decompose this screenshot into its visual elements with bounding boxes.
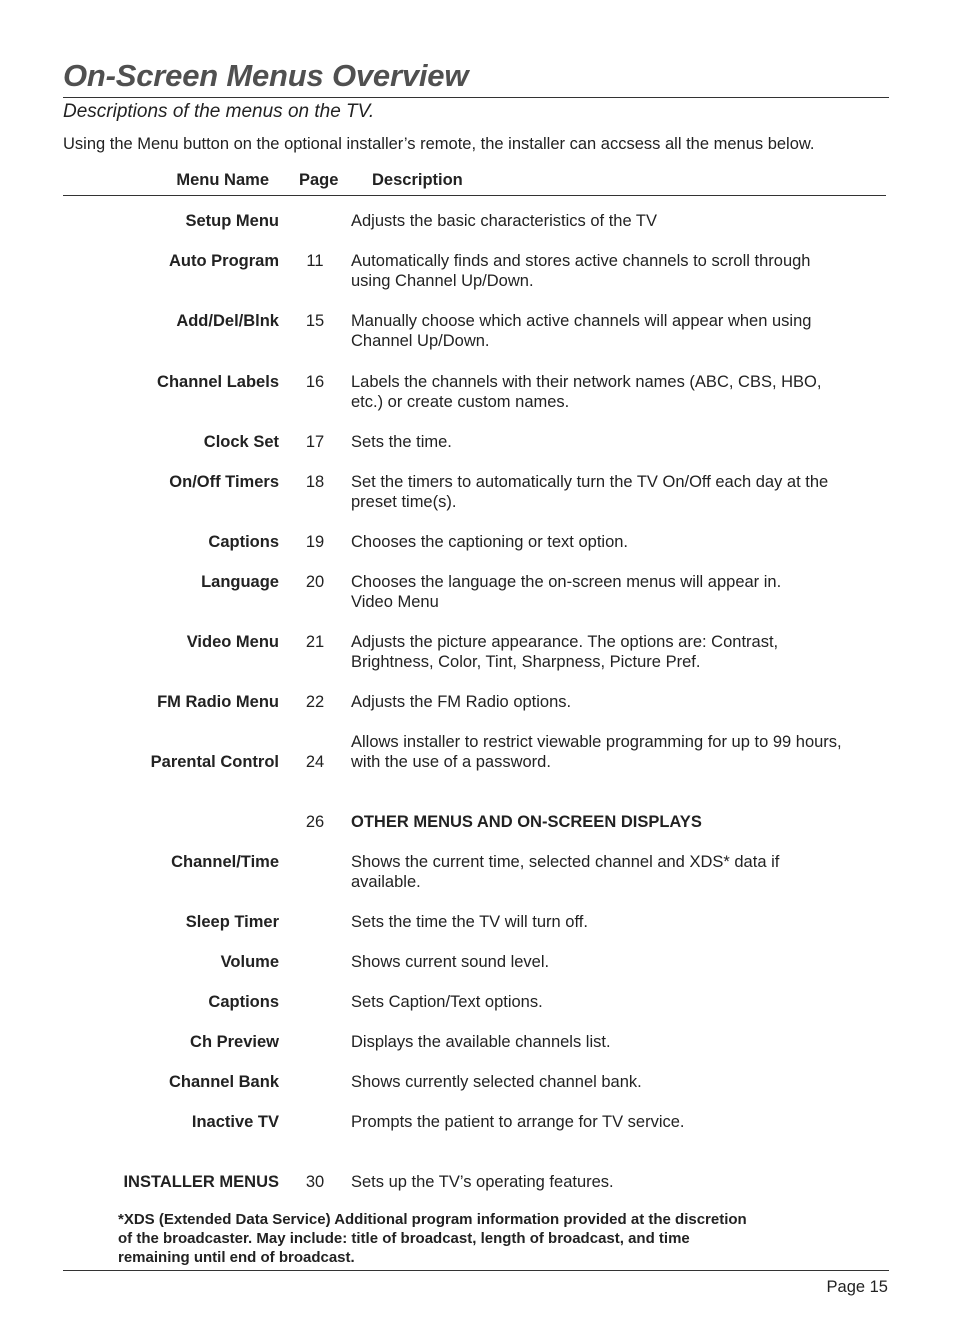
column-header-description: Description bbox=[372, 171, 463, 189]
description-cell: Allows installer to restrict viewable programming for up to 99 hours, with the use of a password. bbox=[351, 733, 842, 771]
page-cell: 18 bbox=[305, 473, 325, 491]
menu-name-cell: Setup Menu bbox=[185, 212, 279, 230]
menu-name-cell: Captions bbox=[208, 533, 279, 551]
page-title: On-Screen Menus Overview bbox=[63, 58, 469, 93]
menu-name-cell: Channel Bank bbox=[168, 1073, 279, 1091]
header-rule bbox=[63, 195, 886, 196]
menu-name-cell: Inactive TV bbox=[191, 1113, 279, 1131]
menu-name-cell: INSTALLER MENUS bbox=[123, 1173, 279, 1191]
description-cell: Labels the channels with their network names (ABC, CBS, HBO, etc.) or create custom names. bbox=[351, 373, 822, 411]
page-cell: 24 bbox=[305, 753, 325, 771]
description-cell: Manually choose which active channels will appear when using Channel Up/Down. bbox=[351, 312, 812, 350]
page-cell: 19 bbox=[305, 533, 325, 551]
page-cell: 20 bbox=[305, 573, 325, 591]
menu-name-cell: Add/Del/Blnk bbox=[176, 312, 279, 330]
page-number: Page 15 bbox=[826, 1278, 888, 1296]
menu-name-cell: Channel Labels bbox=[157, 373, 279, 391]
menu-name-cell: Language bbox=[201, 573, 279, 591]
menu-name-cell: Volume bbox=[220, 953, 279, 971]
page-cell: 17 bbox=[305, 433, 325, 451]
menu-name-cell: Parental Control bbox=[150, 753, 279, 771]
description-cell: Adjusts the picture appearance. The options are: Contrast, Brightness, Color, Tint, Sharpness, Picture Pref. bbox=[351, 633, 779, 671]
description-cell: Adjusts the basic characteristics of the TV bbox=[351, 212, 657, 230]
menu-name-cell: Auto Program bbox=[168, 252, 279, 270]
column-header-menu-name: Menu Name bbox=[176, 171, 269, 189]
column-header-page: Page bbox=[299, 171, 339, 189]
page-subtitle: Descriptions of the menus on the TV. bbox=[63, 101, 375, 122]
title-rule bbox=[63, 97, 889, 98]
intro-text: Using the Menu button on the optional installer’s remote, the installer can accsess all the menus below. bbox=[63, 135, 815, 153]
footnote-text: *XDS (Extended Data Service) Additional program information provided at the discretion of the broadcaster. May include: title of broadcast, length of broadcast, and time remaining until end of broadcast. bbox=[118, 1211, 747, 1266]
description-cell: Sets up the TV’s operating features. bbox=[351, 1173, 614, 1191]
description-cell: Chooses the language the on-screen menus will appear in. Video Menu bbox=[351, 573, 782, 611]
menu-name-cell: Channel/Time bbox=[171, 853, 279, 871]
page-cell: 26 bbox=[305, 813, 325, 831]
description-cell: Set the timers to automatically turn the TV On/Off each day at the preset time(s). bbox=[351, 473, 829, 511]
description-cell: Sets the time the TV will turn off. bbox=[351, 913, 588, 931]
description-cell: Shows current sound level. bbox=[351, 953, 550, 971]
menu-name-cell: Clock Set bbox=[203, 433, 279, 451]
menu-name-cell: Ch Preview bbox=[190, 1033, 279, 1051]
description-cell: OTHER MENUS AND ON-SCREEN DISPLAYS bbox=[351, 813, 702, 831]
page-cell: 30 bbox=[305, 1173, 325, 1191]
description-cell: Shows the current time, selected channel and XDS* data if available. bbox=[351, 853, 780, 891]
description-cell: Sets Caption/Text options. bbox=[351, 993, 543, 1011]
footnote bbox=[118, 1210, 838, 1267]
menu-name-cell: FM Radio Menu bbox=[157, 693, 279, 711]
description-cell: Displays the available channels list. bbox=[351, 1033, 611, 1051]
page-cell: 21 bbox=[305, 633, 325, 651]
description-cell: Shows currently selected channel bank. bbox=[351, 1073, 642, 1091]
menu-name-cell: Captions bbox=[208, 993, 279, 1011]
description-cell: Adjusts the FM Radio options. bbox=[351, 693, 572, 711]
description-cell: Prompts the patient to arrange for TV service. bbox=[351, 1113, 685, 1131]
description-cell: Automatically finds and stores active channels to scroll through using Channel Up/Down. bbox=[351, 252, 811, 290]
description-cell: Sets the time. bbox=[351, 433, 452, 451]
page-cell: 15 bbox=[305, 312, 325, 330]
description-cell: Chooses the captioning or text option. bbox=[351, 533, 629, 551]
footer-rule bbox=[63, 1270, 889, 1271]
menu-name-cell: Video Menu bbox=[186, 633, 279, 651]
page-cell: 16 bbox=[305, 373, 325, 391]
page-cell: 22 bbox=[305, 693, 325, 711]
menu-name-cell: Sleep Timer bbox=[185, 913, 279, 931]
page-cell: 11 bbox=[306, 252, 324, 270]
menu-name-cell: On/Off Timers bbox=[169, 473, 279, 491]
